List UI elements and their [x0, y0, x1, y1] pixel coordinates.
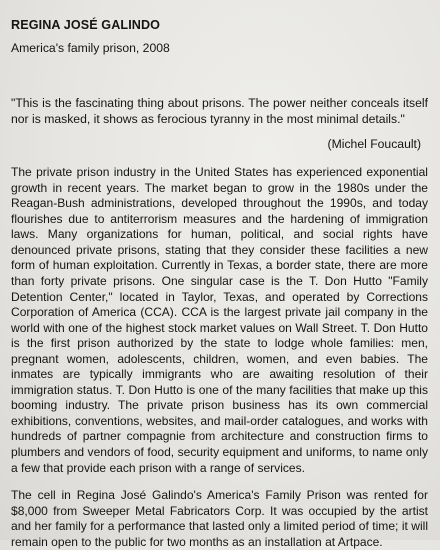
body-paragraph-1: The private prison industry in the United States has experienced exponential growth in recent years. The market began to grow in the 1980s under the Reagan-Bush administrations, developed throughout the 1990s, and today flourishes due to antiterrorism measures and the hardening of immigration laws. Many organizations for human, political, and social rights have denounced private prisons, stating that they consider these facilities a new form of human exploitation. Currently in Texas, a border state, there are more than forty private prisons. One singular case is the T. Don Hutto "Family Detention Center," located in Taylor, Texas, and operated by Corrections Corporation of America (CCA). CCA is the largest private jail company in the world with one of the highest stock market values on Wall Street. T. Don Hutto is the first prison authorized by the state to lodge whole families: men, pregnant women, adolescents, children, women, and even babies. The inmates are typically immigrants who are awaiting resolution of their immigration status. T. Don Hutto is one of the many facilities that make up this booming industry. The private prison business has its own commercial exhibitions, conventions, websites, and mail-order catalogues, and works with hundreds of partner compagnie from architecture and construction firms to plumbers and vendors of food, security equipment and uniforms, to name only a few that provide each prison with a range of services. [11, 165, 428, 475]
body-paragraph-2: The cell in Regina José Galindo's America's Family Prison was rented for $8,000 from Sweeper Metal Fabricators Corp. It was occupied by the artist and her family for a performance that lasted only a limited period of time; it will remain open to the public for two months as an installation at Artpace. [11, 488, 428, 549]
quote-attribution: (Michel Foucault) [327, 137, 421, 152]
epigraph-quote: "This is the fascinating thing about prisons. The power neither conceals itself nor is masked, it shows as ferocious tyranny in the most minimal details." [11, 96, 428, 126]
artwork-title: America's family prison, 2008 [11, 41, 170, 55]
artist-name: REGINA JOSÉ GALINDO [11, 18, 161, 32]
